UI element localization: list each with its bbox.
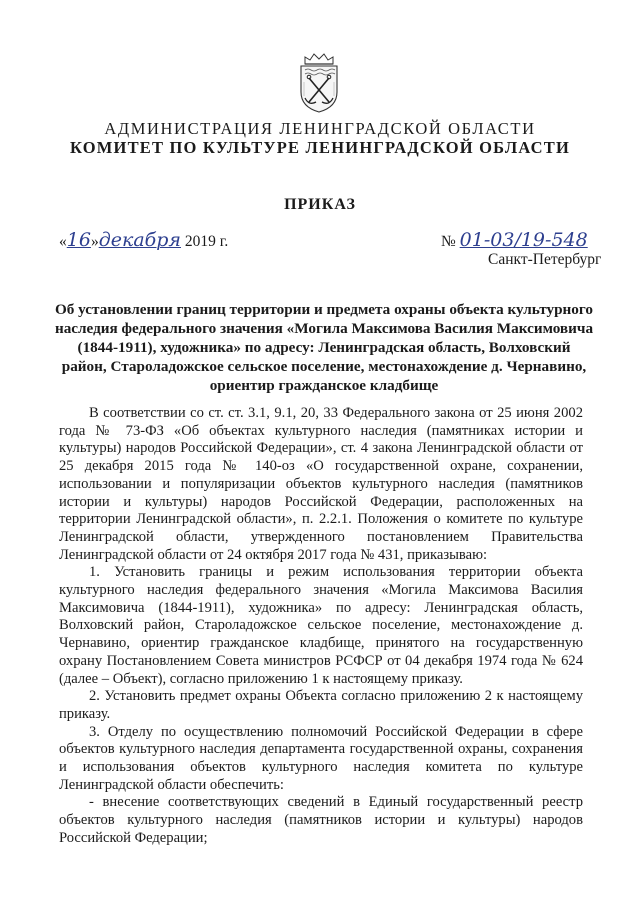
number-value: 01-03/19-548 [459,229,588,251]
date-quote-close: » [90,233,99,250]
clause-2-paragraph: 2. Установить предмет охраны Объекта согласно приложению 2 к настоящему приказу. [59,688,583,722]
document-title: ПРИКАЗ [284,196,356,213]
date-year: 2019 г. [184,233,229,250]
clause-3-item-paragraph: - внесение соответствующих сведений в Единый государственный реестр объектов культурного наследия (памятников истории и культуры) народов Российской Федерации; [59,794,583,846]
order-city: Санкт-Петербург [488,251,602,268]
number-sign: № [441,233,456,250]
coat-of-arms-icon [296,52,342,114]
order-body [59,405,583,848]
date-month: декабря [98,229,181,251]
committee-name: КОМИТЕТ ПО КУЛЬТУРЕ ЛЕНИНГРАДСКОЙ ОБЛАСТИ [69,138,571,157]
clause-1-paragraph: 1. Установить границы и режим использования территории объекта культурного наследия федерального значения «Могила Максимова Василия Максимовича (1844-1911), художника» по адресу: Ленинградская область, Волховский район, Староладожское сельское поселение, местонахождение д. Чернавино, ориентир гражданское кладбище, принятого на государственную охрану Постановлением Совета министров РСФСР от 04 декабря 1974 года № 624 (далее – Объект), согласно приложению 1 к настоящему приказу. [59,564,583,687]
date-day: 16 [66,229,91,251]
clause-3-paragraph: 3. Отделу по осуществлению полномочий Российской Федерации в сфере объектов культурного наследия департамента государственной охраны, сохранения и использования объектов культурного наследия комитета по культуре Ленинградской области обеспечить: [59,723,583,793]
order-date [59,229,228,251]
preamble-paragraph: В соответствии со ст. ст. 3.1, 9.1, 20, 33 Федерального закона от 25 июня 2002 года № 73-ФЗ «Об объектах культурного наследия (памятниках истории и культуры) народов Российской Федерации», ст. 4 закона Ленинградской области от 25 декабря 2015 года № 140-оз «О государственной охране, сохранении, использовании и популяризации объектов культурного наследия (памятников истории и культуры) народов Российской Федерации, расположенных на территории Ленинградской области», п. 2.2.1. Положения о комитете по культуре Ленинградской области, утвержденного постановлением Правительства Ленинградской области от 24 октября 2017 года № 431, приказываю: [59,405,583,563]
order-number [441,229,588,251]
date-quote-open: « [59,233,67,250]
order-subject-heading: Об установлении границ территории и предмета охраны объекта культурного наследия федерального значения «Могила Максимова Василия Максимовича (1844-1911), художника» по адресу: Ленинградская область, Волховский район, Староладожское сельское поселение, местонахождение д. Чернавино, ориентир гражданское кладбище [54,301,594,394]
organization-name: АДМИНИСТРАЦИЯ ЛЕНИНГРАДСКОЙ ОБЛАСТИ [104,119,536,138]
